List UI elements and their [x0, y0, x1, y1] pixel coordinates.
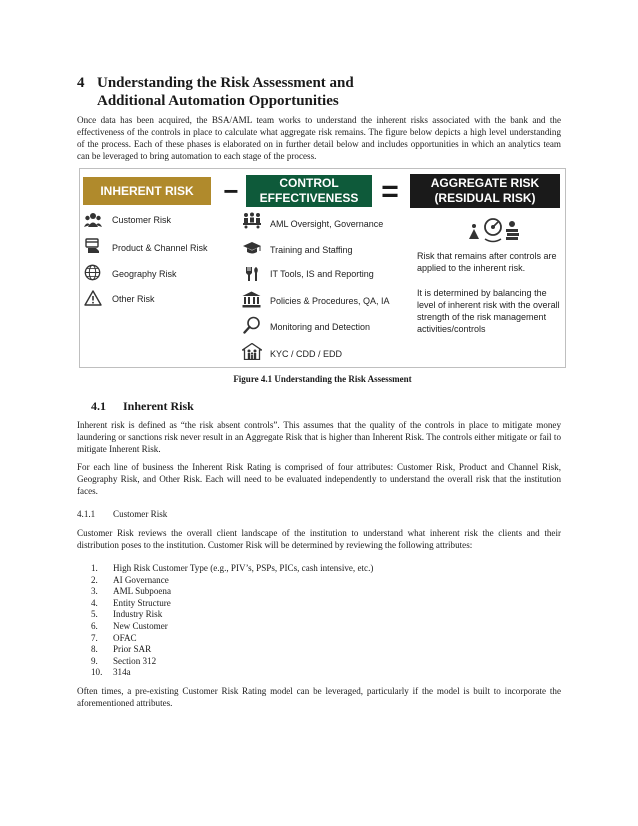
subsection-number: 4.1 — [91, 399, 106, 413]
intro-paragraph: Once data has been acquired, the BSA/AML team works to understand the inherent risks associated with the bank and the effectiveness of the controls in place to calculate what aggregate risk remains. The figure below depicts a high level understanding of the process. Each of these phases is elaborated on in further detail below and includes opportunities in which an analytics team can be leveraged to bring automation to each stage of the process. — [77, 115, 561, 162]
risk-balance-icon — [465, 215, 521, 245]
equals-sign: = — [381, 174, 399, 208]
list-item: 4. Entity Structure — [91, 597, 171, 608]
section-number: 4 — [77, 75, 85, 91]
control-item-training-staffing: Training and Staffing — [270, 245, 353, 255]
minus-sign: − — [223, 175, 239, 206]
people-group-icon — [84, 212, 102, 228]
customer-risk-paragraph: Customer Risk reviews the overall client landscape of the institution to understand what inherent risk the clients and their distribution poses to the institution. Customer Risk will be determined by reviewing the following attributes: — [77, 528, 561, 551]
inherent-item-product-channel-risk: Product & Channel Risk — [112, 243, 208, 253]
list-item: 7. OFAC — [91, 632, 137, 643]
list-item: 2. AI Governance — [91, 574, 169, 585]
list-item: 10. 314a — [91, 667, 131, 678]
subsection-title: Inherent Risk — [123, 399, 194, 413]
figure-caption: Figure 4.1 Understanding the Risk Assessment — [233, 374, 412, 384]
tools-icon — [243, 265, 261, 283]
subsubsection-title: Customer Risk — [113, 509, 168, 519]
inherent-item-customer-risk: Customer Risk — [112, 215, 172, 225]
list-item: 5. Industry Risk — [91, 609, 163, 620]
inherent-risk-header: INHERENT RISK — [83, 177, 211, 205]
control-item-kyc-cdd-edd: KYC / CDD / EDD — [270, 349, 343, 359]
credit-card-hand-icon — [84, 238, 102, 254]
inherent-item-geography-risk: Geography Risk — [112, 269, 177, 279]
inherent-risk-definition: Inherent risk is defined as “the risk absent controls”. This assumes that the quality of the controls in place to mitigate money laundering or sanctions risk never result in an Aggregate Risk that is higher than Inherent Risk. The controls either mitigate or fail to mitigate Inherent Risk. — [77, 420, 561, 455]
control-item-monitoring-detection: Monitoring and Detection — [270, 322, 371, 332]
control-item-policies-procedures: Policies & Procedures, QA, IA — [270, 296, 390, 306]
team-meeting-icon — [242, 212, 262, 229]
list-item: 1. High Risk Customer Type (e.g., PIV’s, PSPs, PICs, cash intensive, etc.) — [91, 563, 374, 573]
control-item-it-tools: IT Tools, IS and Reporting — [270, 269, 374, 279]
section-title: Understanding the Risk Assessment and Additional Automation Opportunities — [97, 75, 354, 109]
closing-paragraph: Often times, a pre-existing Customer Risk Rating model can be leveraged, particularly if the model is built to incorporate the aforementioned attributes. — [77, 686, 561, 709]
warning-triangle-icon — [84, 290, 102, 306]
customer-risk-attribute-list — [91, 563, 373, 679]
magnifier-icon — [243, 316, 261, 334]
inherent-risk-attributes: For each line of business the Inherent Risk Rating is comprised of four attributes: Customer Risk, Product and Channel Risk, Geography Risk, and Other Risk. Each will need to be evaluated independently to understand the overall risk that the institution faces. — [77, 462, 561, 497]
control-effectiveness-header: CONTROL EFFECTIVENESS — [246, 175, 372, 207]
list-item: 6. New Customer — [91, 620, 168, 631]
control-item-aml-oversight: AML Oversight, Governance — [270, 219, 384, 229]
family-house-icon — [242, 343, 262, 360]
aggregate-risk-header: AGGREGATE RISK (RESIDUAL RISK) — [410, 174, 560, 208]
subsubsection-number: 4.1.1 — [77, 509, 96, 519]
inherent-item-other-risk: Other Risk — [112, 294, 155, 304]
list-item: 3. AML Subpoena — [91, 586, 172, 597]
risk-assessment-figure — [79, 168, 566, 368]
graduation-cap-icon — [242, 241, 262, 256]
list-item: 9. Section 312 — [91, 655, 157, 666]
institution-building-icon — [242, 291, 261, 308]
aggregate-description-1: Risk that remains after controls are applied to the inherent risk. — [417, 251, 557, 273]
list-item: 8. Prior SAR — [91, 644, 152, 655]
globe-icon — [84, 264, 101, 281]
aggregate-description-2: It is determined by balancing the level of inherent risk with the overall strength of the risk management activities/controls — [417, 288, 560, 334]
